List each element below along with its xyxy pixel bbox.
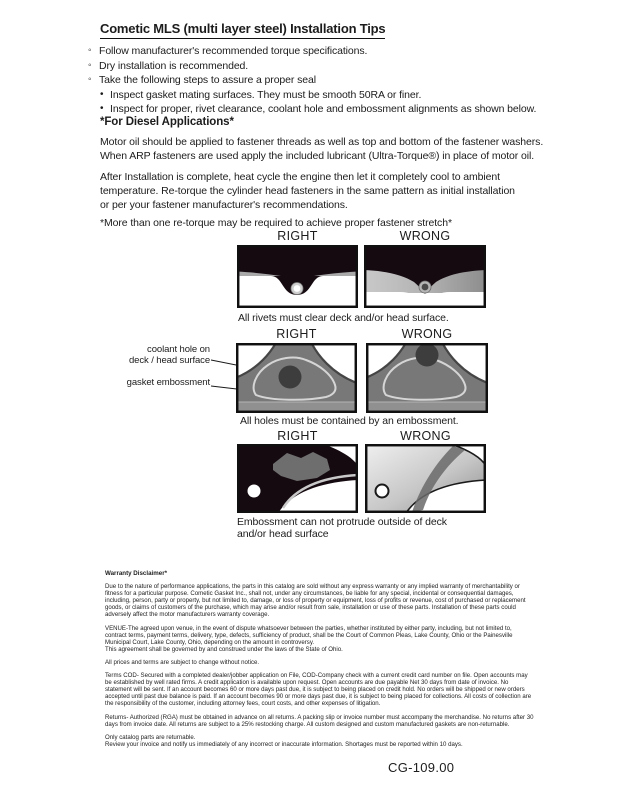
warranty-paragraph: All prices and terms are subject to change without notice.	[105, 658, 260, 666]
diagram-rivet-right	[237, 245, 358, 308]
protrusion-right-illustration	[237, 444, 358, 513]
warranty-heading: Warranty Disclaimer*	[105, 570, 168, 577]
warranty-paragraph: Due to the nature of performance applications, the parts in this catalog are sold without any express warranty or any implied warranty of merchantability or fitness for a particular purpose. Cometic Gasket Inc., shall not, under any circumstances, be liable for any special, incidental or consequential damages, including, person, party or property, but not limited to, damage, or loss of property or equipment, loss of profits or revenue, cost of purchased or replacement goods, or claims of customers of the purchase, which may arise and/or result from sale, installation or use of these parts. Installation of these parts could adversely affect the motor manufacturers warranty coverage.	[105, 583, 526, 619]
diagram-rivet-wrong	[364, 245, 486, 308]
coolant-hole-annotation: coolant hole on deck / head surface	[128, 344, 210, 366]
installation-tips-list	[88, 44, 548, 117]
tip-item: ◦ Dry installation is recommended.	[88, 59, 548, 74]
tip-item: ◦ Take the following steps to assure a proper seal	[88, 73, 548, 88]
body-line: Motor oil should be applied to fastener threads as well as top and bottom of the fastener washers.	[100, 136, 544, 148]
row2-caption: All holes must be contained by an embossment.	[240, 415, 459, 427]
warranty-paragraph: This agreement shall be governed by and construed under the laws of the State of Ohio.	[105, 645, 343, 653]
retorque-note: *More than one re-torque may be required to achieve proper fastener stretch*	[100, 217, 452, 229]
diagram-embossment-wrong	[366, 343, 488, 413]
hole-embossment-wrong-illustration	[366, 343, 488, 413]
tip-sub-item: • Inspect for proper, rivet clearance, coolant hole and embossment alignments as shown below.	[88, 102, 548, 117]
warranty-paragraph: VENUE-The agreed upon venue, in the event of dispute whatsoever between the parties, whether instituted by either party, including, but not limited to, contract terms, payment terms, delivery, type, defects, sufficiency of product, shall be the Court of Common Pleas, Lake County, Ohio or the Painesville Municipal Court, Lake County, Ohio, depending on the amount in controversy.	[105, 624, 513, 646]
rivet-clearance-right-illustration	[237, 245, 358, 308]
page-code: CG-109.00	[388, 760, 455, 775]
warranty-paragraph: Returns- Authorized (RGA) must be obtained in advance on all returns. A packing slip or invoice number must accompany the merchandise. No returns after 30 days from invoice date. All returns are subject to a 25% restocking charge. All custom designed and custom manufactured gaskets are non-returnable.	[105, 713, 534, 728]
protrusion-wrong-illustration	[365, 444, 486, 513]
warranty-paragraph: Review your invoice and notify us immediately of any incorrect or inaccurate information. Shortages must be reported within 10 days.	[105, 740, 463, 748]
rivet-clearance-wrong-illustration	[364, 245, 486, 308]
row1-wrong-label: WRONG	[399, 229, 451, 243]
diesel-section-heading: *For Diesel Applications*	[100, 116, 234, 128]
row3-caption: Embossment can not protrude outside of deck and/or head surface	[237, 516, 447, 540]
row1-caption: All rivets must clear deck and/or head surface.	[238, 312, 449, 324]
tip-item: ◦ Follow manufacturer's recommended torque specifications.	[88, 44, 548, 59]
row1-right-label: RIGHT	[277, 229, 318, 243]
row2-wrong-label: WRONG	[401, 327, 453, 341]
warranty-paragraph: Terms COD- Secured with a completed dealer/jobber application on File, COD-Company check with a current credit card number on file. Open accounts may be established by well rated firms. A credit application is available upon request. Open accounts are due payable Net 30 days from date of invoice. No statement will be sent. If an account becomes 60 or more days past due, it is subject to being placed on credit hold. No orders will be shipped or new orders accepted until past due balance is paid. If an account becomes 90 or more days past due, it is subject to being placed for collections. All costs of collection are the responsibility of the customer, including attorney fees, court costs, and other expenses of litigation.	[105, 672, 532, 708]
row3-right-label: RIGHT	[277, 429, 318, 443]
hole-embossment-right-illustration	[236, 343, 357, 413]
tip-sub-item: • Inspect gasket mating surfaces. They must be smooth 50RA or finer.	[88, 88, 548, 103]
row2-right-label: RIGHT	[276, 327, 317, 341]
diagram-embossment-right	[236, 343, 357, 413]
body-line: or per your fastener manufacturer's recommendations.	[100, 199, 348, 211]
page-title: Cometic MLS (multi layer steel) Installation Tips	[100, 21, 385, 39]
row3-wrong-label: WRONG	[400, 429, 451, 443]
diesel-paragraph-2	[100, 170, 545, 212]
diagram-protrusion-right	[237, 444, 358, 513]
body-line: After Installation is complete, heat cycle the engine then let it completely cool to ambient	[100, 171, 500, 183]
warranty-disclaimer-block	[105, 570, 534, 754]
warranty-paragraph: Only catalog parts are returnable.	[105, 733, 196, 741]
diesel-paragraph-1	[100, 135, 545, 163]
diagram-protrusion-wrong	[365, 444, 486, 513]
gasket-embossment-annotation: gasket embossment	[126, 377, 210, 388]
body-line: temperature. Re-torque the cylinder head fasteners in the same pattern as initial installation	[100, 185, 515, 197]
body-line: When ARP fasteners are used apply the included lubricant (Ultra-Torque®) in place of motor oil.	[100, 150, 535, 162]
